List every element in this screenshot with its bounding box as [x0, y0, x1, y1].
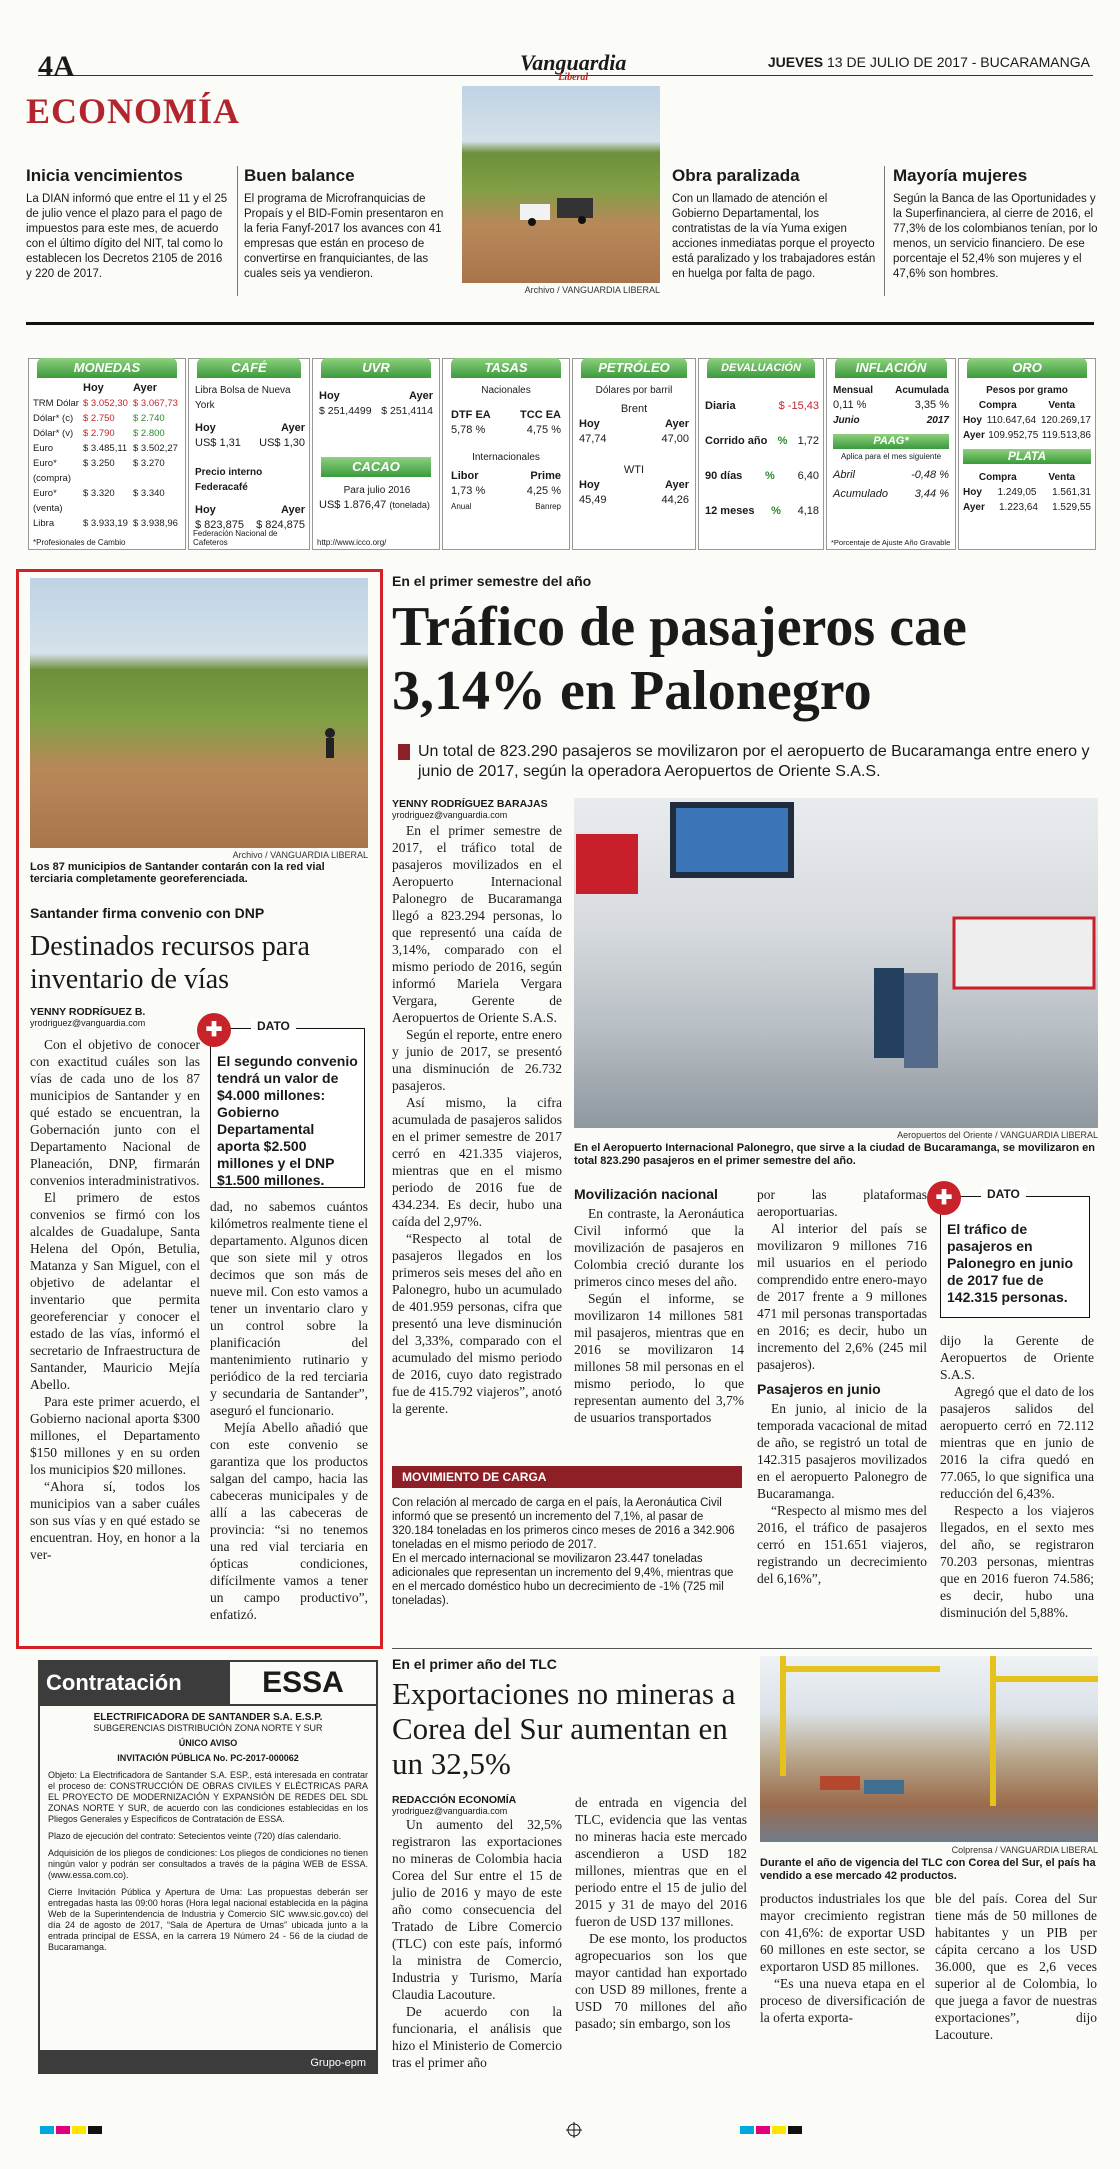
paragraph: Un aumento del 32,5% registraron las exportaciones no mineras de Colombia hacia Corea del Sur entre el 15 de julio de 2016 y mayo de este año como consecuencia del Tratado de Libre Comercio (TLC) con este país, informó la ministra de Comercio, Industria y Turismo, María Claudia Lacouture.	[392, 1817, 562, 2002]
col-head: Hoy	[579, 418, 600, 430]
value: 45,49	[579, 494, 607, 506]
market-tab: DEVALUACIÓN	[707, 358, 815, 378]
paragraph: productos industriales los que mayor crecimiento registran con 41,6%: de exportar USD 60 millones en este sector, se exportaron USD 85 millones.	[760, 1891, 925, 1974]
byline	[392, 798, 572, 820]
market-tab: MONEDAS	[37, 358, 177, 378]
value: US$ 1,31	[195, 437, 241, 449]
row-value: 6,40	[797, 470, 819, 482]
unit: (tonelada)	[389, 500, 430, 510]
author-email[interactable]: yrodriguez@vanguardia.com	[30, 1018, 146, 1028]
row-label: Acumulado	[833, 488, 889, 500]
market-monedas	[28, 358, 186, 550]
cargo-box	[392, 1466, 742, 1608]
dato-box	[935, 1187, 1090, 1318]
ad-invite: INVITACIÓN PÚBLICA No. PC-2017-000062	[117, 1753, 299, 1763]
col-head: Compra	[978, 400, 1017, 411]
value: 4,75 %	[526, 424, 561, 436]
sub-label: Precio interno Federacafé	[195, 467, 263, 493]
col-head: Hoy	[579, 479, 600, 491]
col-head: Ayer	[408, 390, 433, 402]
paragraph: De ese monto, los productos agropecuarios son los que mayor cantidad han exportado con USD 89 millones, frente a USD 70 millones del año pasado; sin embargo, son los	[575, 1931, 747, 2031]
main-body-col2	[574, 1205, 744, 1426]
market-tab: INFLACIÓN	[835, 358, 947, 378]
row-label: Hoy	[963, 415, 982, 426]
author: YENNY RODRÍGUEZ B.	[30, 1006, 146, 1018]
market-tab: CAFÉ	[197, 358, 301, 378]
main-body-col3	[757, 1186, 927, 1587]
newspaper-logo[interactable]	[520, 50, 626, 83]
col-head: Compra	[978, 472, 1017, 483]
market-inflacion	[826, 358, 956, 550]
paragraph: dad, no sabemos cuántos kilómetros realmente tiene el departamento. Algunos dicen que son siete mil y otros decimos que son más de nueve mil. Con esto vamos a tener un inventario claro y un control sobre la planificación del mantenimiento rutinario y periódico de la red terciaria y secundaria de Santander”, aseguró el funcionario.	[210, 1199, 368, 1418]
main-kicker: En el primer semestre del año	[392, 573, 592, 589]
ad-pliegos: Adquisición de los pliegos de condiciones: Los pliegos de condiciones no tienen ningún valor y podrán ser consultados a través de la página WEB de ESSA. (www.essa.com.co).	[48, 1848, 368, 1880]
paragraph: Al interior del país se movilizaron 9 millones 716 mil usuarios en el periodo comprendido entre enero-mayo de 2017 frente a 9 millones 471 mil personas transportadas en 2016; es decir, hubo un incremento del 2,6% (245 mil pasajeros).	[757, 1221, 927, 1372]
pct-symbol: %	[765, 470, 775, 482]
value: 1,73 %	[451, 485, 486, 497]
tlc-body-col4	[935, 1890, 1097, 2043]
row-value: $ 2.800	[133, 428, 165, 439]
pct-symbol: %	[771, 505, 781, 517]
sub-label: Internacionales	[472, 452, 540, 463]
paragraph: En contraste, la Aeronáutica Civil informó que la movilización de pasajeros en Colombia creció durante los primeros cinco meses del año.	[574, 1206, 744, 1289]
sub-label: Brent	[620, 403, 648, 415]
value: $ 251,4114	[381, 405, 433, 417]
author: REDACCIÓN ECONOMÍA	[392, 1794, 517, 1806]
market-tab: UVR	[321, 358, 431, 378]
main-body-col1	[392, 822, 562, 1417]
paragraph: Agregó que el dato de los pasajeros salidos del aeropuerto cerró en 72.112 mientras que en junio de 2016 la cifra quedó en 77.065, lo que significa una reducción del 6,43%.	[940, 1384, 1094, 1501]
row-label: Euro*(venta)	[33, 488, 63, 514]
paragraph: “Es una nueva etapa en el proceso de diversificación de la oferta exporta-	[760, 1976, 925, 2025]
row-value: $ 2.790	[83, 428, 115, 439]
market-petroleo	[572, 358, 696, 550]
ad-group: Grupo-epm	[38, 2052, 378, 2074]
row-value: 1,72	[797, 435, 819, 447]
col-head: Venta	[1048, 400, 1076, 411]
tlc-headline[interactable]: Exportaciones no mineras a Corea del Sur aumentan en un 32,5%	[392, 1676, 736, 1781]
row-label: Libra	[33, 518, 55, 529]
row-label: Corrido año	[705, 435, 768, 447]
sub-label: Aplica para el mes siguiente	[840, 452, 942, 461]
tlc-body-col3	[760, 1890, 925, 2026]
col-head: Ayer	[664, 479, 689, 491]
row-value: $ 3.067,73	[133, 398, 178, 409]
row-label: Ayer	[963, 430, 985, 441]
value: 3,35 %	[914, 399, 949, 411]
print-color-bar	[0, 2122, 1120, 2152]
sub-label: Libra Bolsa de Nueva York	[195, 385, 291, 411]
essa-ad[interactable]	[38, 1660, 378, 2080]
row-value: $ 3.502,27	[133, 443, 178, 454]
market-tab: TASAS	[451, 358, 561, 378]
summary-text: Un total de 823.290 pasajeros se movilizaron por el aeropuerto de Bucaramanga entre enero y junio de 2017, según la operadora Aeropuertos de Oriente S.A.S.	[418, 743, 1090, 780]
photo-caption: Los 87 municipios de Santander contarán con la red vial terciaria completamente georeferenciada.	[30, 861, 325, 885]
airport-photo	[574, 798, 1098, 1128]
cargo-text: Con relación al mercado de carga en el país, la Aeronáutica Civil informó que se presentó un incremento del 7,1%, al pasar de 320.184 toneladas en los primeros cinco meses de 2016 a 342.906 toneladas en el mismo periodo de 2017.	[392, 1497, 735, 1551]
brief-balance[interactable]	[244, 166, 449, 282]
row-label: Dólar* (c)	[33, 413, 74, 424]
paragraph: Según el informe, se movilizaron 14 millones 581 mil pasajeros, mientras que en 2016 se movilizaron 14 millones 58 mil personas en el mismo periodo, lo que representan aumento del 3,7% de usuarios transportados	[574, 1291, 744, 1425]
value: US$ 1,30	[259, 437, 305, 449]
col-head: Ayer	[133, 382, 158, 394]
dato-text: El segundo convenio tendrá un valor de $4.000 millones: Gobierno Departamental aporta $2.500 millones y el DNP $1.500 millones.	[217, 1053, 358, 1188]
market-oro	[958, 358, 1096, 550]
col-head: Ayer	[280, 504, 305, 516]
column-divider	[237, 166, 238, 296]
truck-icon	[462, 86, 660, 283]
col-head: Hoy	[319, 390, 340, 402]
paragraph: En junio, al inicio de la temporada vacacional de mitad de año, se registró un total de 142.315 pasajeros movilizados en el aeropuerto Palonegro de Bucaramanga.	[757, 1401, 927, 1501]
value: 47,00	[661, 433, 689, 445]
author-email[interactable]: yrodriguez@vanguardia.com	[392, 810, 508, 820]
sub-label: WTI	[623, 464, 645, 476]
brief-text: Con un llamado de atención el Gobierno Departamental, los contratistas de la vía Yuma exigen acciones inmediatas porque el proyecto está paralizado y los trabajadores están en huelga por falta de pago.	[672, 193, 876, 280]
story-body-col1	[30, 1036, 200, 1563]
photo-credit: Archivo / VANGUARDIA LIBERAL	[232, 850, 368, 860]
col-head: Prime	[530, 470, 561, 482]
logo-sub: Liberal	[558, 72, 589, 83]
paragraph: Mejía Abello añadió que con este convenio se garantiza que los productos salgan del campo, hacia las cabeceras municipales y de allí a las cabeceras de provincia: “si no tenemos una red vial terciaria en ópticas condiciones, difícilmente vamos a tener un campo productivo”, enfatizó.	[210, 1420, 368, 1622]
market-devaluacion	[698, 358, 824, 550]
market-footnote: Federación Nacional de Cafeteros	[193, 529, 278, 547]
paragraph: ble del país. Corea del Sur tiene más de 50 millones de habitantes y un PIB per cápita cercano a los USD 36.000, que es 2,6 veces superior al de Colombia, lo que juega a favor de nuestras exportaciones”, dijo Lacouture.	[935, 1891, 1097, 2042]
row-label: Euro	[33, 443, 54, 454]
row-label: Diaria	[705, 400, 736, 412]
footnote: Banrep	[535, 502, 561, 511]
brief-title: Obra paralizada	[672, 166, 800, 185]
row-label: Dólar* (v)	[33, 428, 74, 439]
market-footnote: http://www.icco.org/	[317, 538, 387, 547]
bullet-icon	[398, 744, 410, 760]
row-value: $ 3.340	[133, 488, 165, 499]
paragraph: por las plataformas aeroportuarias.	[757, 1187, 927, 1219]
tlc-kicker: En el primer año del TLC	[392, 1656, 557, 1672]
row-value: 4,18	[797, 505, 819, 517]
sub-label: Dólares por barril	[595, 385, 673, 396]
story-body-col2	[210, 1198, 368, 1623]
col-head: Ayer	[280, 422, 305, 434]
photo-caption: En el Aeropuerto Internacional Palonegro, que sirve a la ciudad de Bucaramanga, se movilizaron en total 823.290 pasajeros en el primer semestre del año.	[574, 1142, 1096, 1167]
column-divider	[884, 166, 885, 296]
sub-label: Pesos por gramo	[986, 385, 1068, 396]
author: YENNY RODRÍGUEZ BARAJAS	[392, 798, 548, 810]
col-head: DTF EA	[451, 409, 491, 421]
row-label: Euro* (compra)	[33, 458, 72, 484]
value: 0,11 %	[833, 399, 867, 411]
market-uvr	[312, 358, 440, 550]
paragraph: Así mismo, la cifra acumulada de pasajeros salidos en el primer semestre de 2017 cerró en 421.335 viajeros, mientras que en el mismo periodo de 2016 fue de 434.234. Es decir, hubo una caída del 2,97%.	[392, 1095, 562, 1229]
paragraph: Según el reporte, entre enero y junio de 2017, se presentó una disminución de 26.732 pasajeros.	[392, 1027, 562, 1093]
value: 110.647,64	[986, 415, 1037, 426]
brief-title: Mayoría mujeres	[893, 166, 1028, 185]
photo-credit: Colprensa / VANGUARDIA LIBERAL	[951, 1845, 1098, 1855]
paragraph: El primero de estos convenios se firmó con los alcaldes de Guadalupe, Santa Helena del Opón, Betulia, Matanza y San Miguel, con el objetivo de adelantar el inventario que permita georeferenciar y conocer el estado de las vías, informó el secretario de Infraestructura de Santander, Mauricio Mejía Abello.	[30, 1190, 200, 1392]
row-label: 12 meses	[705, 505, 755, 517]
plus-icon: ✚	[197, 1013, 231, 1047]
paragraph: dijo la Gerente de Aeropuertos de Oriente S.A.S.	[940, 1333, 1094, 1382]
brief-obra[interactable]	[672, 166, 877, 282]
cacao-tab: CACAO	[321, 457, 431, 477]
section-rule	[26, 322, 1094, 325]
market-footnote: *Profesionales de Cambio	[33, 538, 126, 547]
ad-company: ELECTRIFICADORA DE SANTANDER S.A. E.S.P.	[93, 1712, 323, 1723]
row-value: $ 2.750	[83, 413, 115, 424]
photo-caption: Durante el año de vigencia del TLC con Corea del Sur, el país ha vendido a ese mercado 42 productos.	[760, 1857, 1096, 1882]
person-icon	[30, 578, 368, 848]
dateline	[768, 54, 1090, 70]
value: 120.269,17	[1040, 415, 1091, 426]
row-value: $ 3.250	[83, 458, 115, 469]
dato-box	[205, 1019, 365, 1188]
photo-credit: Aeropuertos del Oriente / VANGUARDIA LIBERAL	[897, 1130, 1098, 1140]
footnote: Anual	[451, 502, 472, 511]
dato-label: DATO	[251, 1019, 296, 1033]
col-head: TCC EA	[520, 409, 561, 421]
row-value: $ 3.052,30	[83, 398, 128, 409]
ad-objeto: Objeto: La Electrificadora de Santander S.A. ESP., está interesada en contratar el proceso de: CONSTRUCCIÓN DE OBRAS CIVILES Y ELÉCTRICAS PARA EL PROYECTO DE MODERNIZACIÓN Y EXPANSIÓN DE REDES DEL SDL ZONAS NORTE Y SUR, de acuerdo con las condiciones establecidas en los Pliegos Generales y Específicos de Contratación de ESSA.	[48, 1770, 368, 1824]
row-value: $ 2.740	[133, 413, 165, 424]
sub-label: Para julio 2016	[343, 485, 411, 496]
ad-notice: ÚNICO AVISO	[178, 1738, 238, 1748]
essa-logo: ESSA	[228, 1660, 378, 1706]
row-value: -0,48 %	[911, 469, 949, 481]
dato-text: El tráfico de pasajeros en Palonegro en junio de 2017 fue de 142.315 personas.	[947, 1221, 1074, 1305]
ad-plazo: Plazo de ejecución del contrato: Setecientos veinte (720) días calendario.	[48, 1831, 342, 1841]
col-head: Hoy	[195, 422, 216, 434]
subheading: Pasajeros en junio	[757, 1381, 881, 1397]
paragraph: Con el objetivo de conocer con exactitud cuáles son las vías de cada uno de los 87 municipios de Santander y en qué estado se encuentran, la Gobernación junto con el Departamento Nacional de Planeación, DNP, firmarán convenios interadministrativos.	[30, 1037, 200, 1188]
paragraph: “Respecto al mismo mes del 2016, el tráfico de pasajeros cerró en 151.651 viajeros, registrando un decrecimiento del 6,16%”,	[757, 1503, 927, 1586]
main-headline[interactable]: Tráfico de pasajeros cae 3,14% en Palonegro	[392, 596, 967, 722]
paragraph: Respecto a los viajeros llegados, en el sexto mes del año, se registraron 70.203 personas, mientras que en 2016 fueron 74.586; es decir, hubo una disminución del 5,88%.	[940, 1503, 1094, 1620]
col-head: Mensual	[833, 385, 874, 396]
value: $ 823,875	[195, 519, 244, 531]
paragraph: “Respecto al total de pasajeros llegados en los primeros seis meses del año en Palonegro, hubo un acumulado de 401.959 personas, cifra que presentó una leve disminución del 3,33%, comparado con el acumulado del mismo periodo de 2016, cuyo dato registrado fue de 415.792 viajeros”, anotó la gerente.	[392, 1231, 562, 1416]
row-label: TRM Dólar	[33, 398, 79, 409]
road-photo-top	[462, 86, 660, 283]
col-head: Hoy	[195, 504, 216, 516]
rural-road-photo	[30, 578, 368, 848]
row-value: $ 3.938,96	[133, 518, 178, 529]
plus-icon: ✚	[927, 1181, 961, 1215]
col-head: Hoy	[83, 382, 104, 394]
ad-brand: Contratación	[38, 1660, 228, 1706]
brief-text: La DIAN informó que entre el 11 y el 25 de julio vence el plazo para el pago de impuestos para este mes, de acuerdo con el último dígito del NIT, tal como lo establecen los Decretos 2105 de 2016 y 220 de 2017.	[26, 193, 228, 280]
market-tab: PETRÓLEO	[581, 358, 687, 378]
row-value: $ -15,43	[778, 400, 819, 412]
value: 4,25 %	[526, 485, 561, 497]
photo-credit: Archivo / VANGUARDIA LIBERAL	[524, 285, 660, 295]
subheading: Movilización nacional	[574, 1186, 718, 1202]
period: 2017	[926, 415, 949, 426]
tlc-body-col2	[575, 1794, 747, 2032]
value: 1.561,31	[1052, 487, 1091, 498]
row-label: Ayer	[963, 502, 985, 513]
paragraph: En el primer semestre de 2017, el tráfico total de pasajeros movilizados en el Aeropuerto Internacional Palonegro de Bucaramanga llegó a 823.294 personas, lo que representó una caída de 3,14%, comparado con el mismo periodo de 2016, según informó Mariela Vergara Vergara, Gerente de Aeropuertos de Oriente S.A.S.	[392, 823, 562, 1025]
row-value: 3,44 %	[914, 488, 949, 500]
market-footnote: *Porcentaje de Ajuste Año Gravable	[831, 538, 951, 547]
main-body-col4	[940, 1332, 1094, 1621]
paragraph: de entrada en vigencia del TLC, evidencia que las ventas no mineras hacia este mercado ascendieron a USD 182 millones, mientras que en el periodo entre el 15 de julio del 2015 y 31 de mayo del 2016 fueron de USD 137 millones.	[575, 1795, 747, 1929]
airport-terminal-icon	[574, 798, 1098, 1128]
ad-cierre: Cierre Invitación Pública y Apertura de Urna: Las propuestas deberán ser entregadas hasta las 09:00 horas (Hora legal nacional establecida en la página Web de la Superintendencia de Industria y Comercio SIC www.sic.gov.co) del día 24 de agosto de 2017, “Sala de Apertura de Urnas” ubicada junto a la entrada principal de ESSA, en la carrera 19 Número 24 - 56 de la ciudad de Bucaramanga.	[48, 1887, 368, 1952]
dateline-date: 13 DE JULIO DE 2017 - BUCARAMANGA	[827, 54, 1090, 70]
brief-mujeres[interactable]	[893, 166, 1098, 282]
value: $ 824,875	[256, 519, 305, 531]
value: 5,78 %	[451, 424, 486, 436]
value: 44,26	[661, 494, 689, 506]
value: 1.249,05	[997, 487, 1037, 498]
value: US$ 1.876,47	[319, 499, 387, 511]
brief-text: Según la Banca de las Oportunidades y la Superfinanciera, al cierre de 2016, el 77,3% de los colombianos tenían, por lo menos, un servicio financiero. De ese porcentaje el 52,4% son mujeres y el 47,6% son hombres.	[893, 193, 1098, 280]
brief-title: Buen balance	[244, 166, 355, 185]
row-label: Abril	[833, 469, 856, 481]
port-photo	[760, 1656, 1098, 1842]
row-label: 90 días	[705, 470, 743, 482]
value: 1.529,55	[1052, 502, 1091, 513]
tlc-body-col1	[392, 1816, 562, 2071]
plata-tab: PLATA	[963, 449, 1091, 464]
value: 119.513,86	[1041, 430, 1091, 441]
market-tasas	[442, 358, 570, 550]
paragraph: Para este primer acuerdo, el Gobierno nacional aporta $300 millones, el Departamento $150 millones y en su orden los municipios $20 millones.	[30, 1394, 200, 1477]
value: 1.223,64	[999, 502, 1038, 513]
cargo-text: En el mercado internacional se movilizaron 23.447 toneladas adicionales que representan un incremento del 9,4%, mientras que en el mercado doméstico hubo un decrecimiento de -1% (725 mil toneladas).	[392, 1553, 734, 1607]
col-head: Libor	[451, 470, 479, 482]
divider	[392, 1648, 1092, 1649]
period: Junio	[833, 415, 860, 426]
col-head: Ayer	[664, 418, 689, 430]
brief-vencimientos[interactable]	[26, 166, 231, 282]
row-value: $ 3.933,19	[83, 518, 128, 529]
col-head: Acumulada	[895, 385, 949, 396]
brief-text: El programa de Microfranquicias de Propaís y el BID-Fomin presentaron en la feria Fanyf-2017 los avances con 41 empresas que están en proceso de convertirse en franquiciantes, de las cuales seis ya vendieron.	[244, 193, 444, 280]
section-title: ECONOMÍA	[26, 91, 240, 131]
dato-label: DATO	[981, 1187, 1026, 1201]
registration-mark-icon	[0, 2122, 1120, 2152]
paag-tab: PAAG*	[833, 434, 949, 449]
value: 47,74	[579, 433, 607, 445]
paragraph: De acuerdo con la funcionaria, el análisis que hizo el Ministerio de Comercio tras el primer año	[392, 2004, 562, 2070]
pct-symbol: %	[777, 435, 788, 447]
cargo-title: MOVIMIENTO DE CARGA	[392, 1466, 742, 1488]
byline	[392, 1794, 562, 1816]
value: $ 251,4499	[319, 405, 372, 417]
market-tab: ORO	[967, 358, 1087, 378]
author-email[interactable]: yrodriguez@vanguardia.com	[392, 1806, 508, 1816]
story-kicker: Santander firma convenio con DNP	[30, 905, 265, 921]
brief-title: Inicia vencimientos	[26, 166, 183, 185]
main-summary	[392, 742, 1092, 782]
logo-text: Vanguardia	[520, 50, 627, 75]
dateline-day: JUEVES	[767, 54, 824, 70]
value: 109.952,75	[988, 430, 1039, 441]
col-head: Venta	[1048, 472, 1076, 483]
byline	[30, 1006, 200, 1028]
crane-icon	[760, 1656, 1098, 1842]
market-cafe	[188, 358, 310, 550]
page-number: 4A	[38, 50, 75, 83]
row-value: $ 3.485,11	[83, 443, 128, 454]
ad-dept: SUBGERENCIAS DISTRIBUCIÓN ZONA NORTE Y SUR	[93, 1723, 323, 1733]
paragraph: “Ahora sí, todos los municipios van a saber cuáles son sus vías y en qué estado se encuentran. Hoy, en honor a la ver-	[30, 1479, 200, 1562]
sub-label: Nacionales	[481, 385, 531, 396]
story-headline[interactable]: Destinados recursos para inventario de vías	[30, 931, 310, 995]
row-label: Hoy	[963, 487, 982, 498]
row-value: $ 3.320	[83, 488, 115, 499]
row-value: $ 3.270	[133, 458, 165, 469]
